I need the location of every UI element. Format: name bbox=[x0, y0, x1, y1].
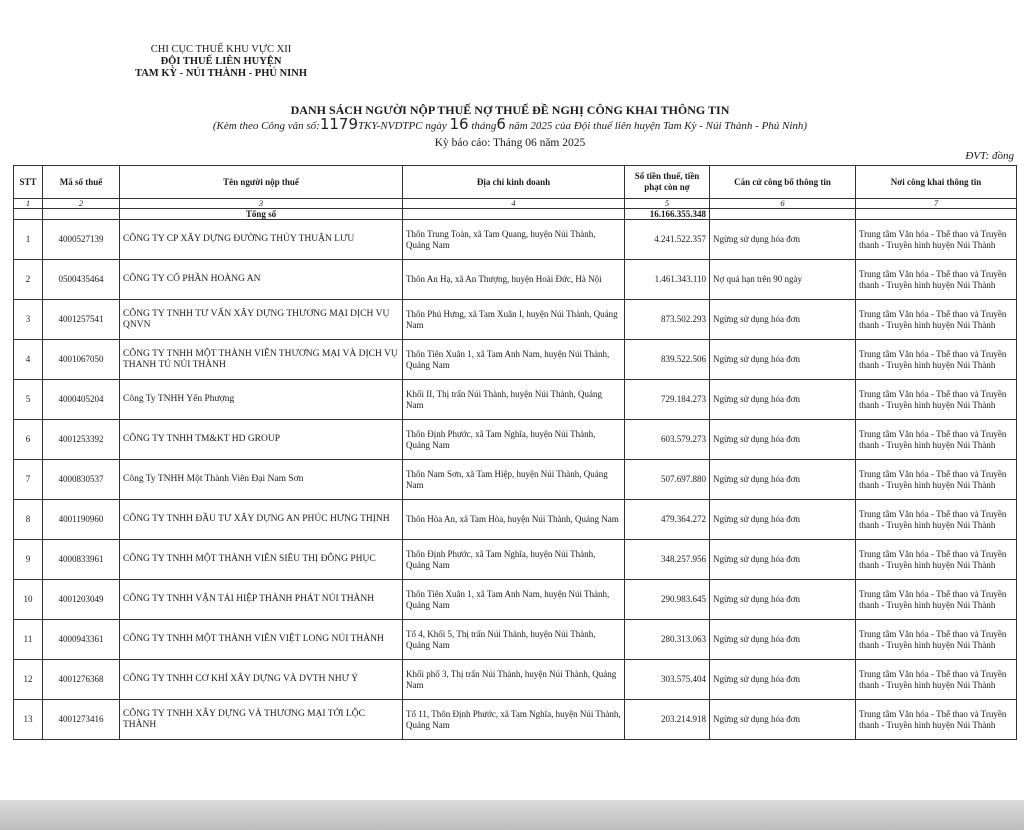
issuing-organization bbox=[118, 44, 324, 80]
table-row bbox=[14, 660, 1017, 700]
index-cell: 1 bbox=[14, 199, 43, 209]
cell-place: Trung tâm Văn hóa - Thể thao và Truyền thanh - Truyền hình huyện Núi Thành bbox=[856, 340, 1017, 380]
cell-basis: Nợ quá hạn trên 90 ngày bbox=[710, 260, 856, 300]
cell-stt: 6 bbox=[14, 420, 43, 460]
cell-name: CÔNG TY TNHH MỘT THÀNH VIÊN VIỆT LONG NÚI THÀNH bbox=[120, 620, 403, 660]
subtitle-mid2: tháng bbox=[471, 120, 497, 132]
report-period: Kỳ báo cáo: Tháng 06 năm 2025 bbox=[434, 137, 586, 149]
cell-amount: 873.502.293 bbox=[625, 300, 710, 340]
total-row bbox=[14, 209, 1017, 220]
cell-name: CÔNG TY TNHH ĐẦU TƯ XÂY DỰNG AN PHÚC HƯNG THỊNH bbox=[120, 500, 403, 540]
cell-stt: 8 bbox=[14, 500, 43, 540]
header-row bbox=[14, 166, 1017, 199]
cell-place: Trung tâm Văn hóa - Thể thao và Truyền thanh - Truyền hình huyện Núi Thành bbox=[856, 300, 1017, 340]
cell-place: Trung tâm Văn hóa - Thể thao và Truyền thanh - Truyền hình huyện Núi Thành bbox=[856, 500, 1017, 540]
handwritten-month: 6 bbox=[496, 115, 506, 133]
cell-name: CÔNG TY TNHH MỘT THÀNH VIÊN THƯƠNG MẠI VÀ DỊCH VỤ THANH TÚ NÚI THÀNH bbox=[120, 340, 403, 380]
cell-address: Khối phố 3, Thị trấn Núi Thành, huyện Núi Thành, Quảng Nam bbox=[403, 660, 625, 700]
subtitle-suffix: năm 2025 của Đội thuế liên huyện Tam Kỳ - Núi Thành - Phú Ninh) bbox=[508, 120, 808, 132]
cell-tax-id: 4001190960 bbox=[43, 500, 120, 540]
document-title: DANH SÁCH NGƯỜI NỘP THUẾ NỢ THUẾ ĐỀ NGHỊ CÔNG KHAI THÔNG TIN bbox=[290, 103, 730, 117]
cell-place: Trung tâm Văn hóa - Thể thao và Truyền thanh - Truyền hình huyện Núi Thành bbox=[856, 460, 1017, 500]
cell-place: Trung tâm Văn hóa - Thể thao và Truyền thanh - Truyền hình huyện Núi Thành bbox=[856, 620, 1017, 660]
header-basis: Căn cứ công bố thông tin bbox=[710, 166, 856, 199]
cell-address: Thôn Tiên Xuân 1, xã Tam Anh Nam, huyện Núi Thành, Quảng Nam bbox=[403, 340, 625, 380]
cell-stt: 1 bbox=[14, 220, 43, 260]
cell-amount: 479.364.272 bbox=[625, 500, 710, 540]
cell-address: Thôn Trung Toàn, xã Tam Quang, huyện Núi Thành, Quảng Nam bbox=[403, 220, 625, 260]
cell-basis: Ngừng sử dụng hóa đơn bbox=[710, 660, 856, 700]
cell-place: Trung tâm Văn hóa - Thể thao và Truyền thanh - Truyền hình huyện Núi Thành bbox=[856, 580, 1017, 620]
cell-tax-id: 4000943361 bbox=[43, 620, 120, 660]
cell-name: CÔNG TY CỔ PHẦN HOÀNG AN bbox=[120, 260, 403, 300]
cell-amount: 839.522.506 bbox=[625, 340, 710, 380]
cell-tax-id: 4001276368 bbox=[43, 660, 120, 700]
table-row bbox=[14, 700, 1017, 740]
cell-amount: 1.461.343.110 bbox=[625, 260, 710, 300]
cell-basis: Ngừng sử dụng hóa đơn bbox=[710, 380, 856, 420]
cell-address: Thôn Tiên Xuân 1, xã Tam Anh Nam, huyện Núi Thành, Quảng Nam bbox=[403, 580, 625, 620]
total-label: Tổng số bbox=[120, 209, 403, 220]
cell-basis: Ngừng sử dụng hóa đơn bbox=[710, 420, 856, 460]
cell-basis: Ngừng sử dụng hóa đơn bbox=[710, 460, 856, 500]
cell-address: Thôn Định Phước, xã Tam Nghĩa, huyện Núi Thành, Quảng Nam bbox=[403, 420, 625, 460]
cell-amount: 203.214.918 bbox=[625, 700, 710, 740]
table-row bbox=[14, 340, 1017, 380]
org-line-2: ĐỘI THUẾ LIÊN HUYỆN bbox=[160, 56, 282, 67]
cell-amount: 4.241.522.357 bbox=[625, 220, 710, 260]
header-place: Nơi công khai thông tin bbox=[856, 166, 1017, 199]
tax-debtor-table bbox=[13, 165, 1017, 740]
index-cell: 3 bbox=[120, 199, 403, 209]
cell-address: Khối II, Thị trấn Núi Thành, huyện Núi Thành, Quảng Nam bbox=[403, 380, 625, 420]
cell-stt: 7 bbox=[14, 460, 43, 500]
cell-basis: Ngừng sử dụng hóa đơn bbox=[710, 580, 856, 620]
cell-tax-id: 4000405204 bbox=[43, 380, 120, 420]
cell-stt: 3 bbox=[14, 300, 43, 340]
scan-edge-shadow bbox=[0, 800, 1024, 830]
cell-stt: 12 bbox=[14, 660, 43, 700]
table-row bbox=[14, 460, 1017, 500]
cell-amount: 290.983.645 bbox=[625, 580, 710, 620]
header-name: Tên người nộp thuế bbox=[120, 166, 403, 199]
total-empty-cell bbox=[43, 209, 120, 220]
index-cell: 7 bbox=[856, 199, 1017, 209]
handwritten-day: 16 bbox=[449, 115, 469, 133]
cell-tax-id: 4000833961 bbox=[43, 540, 120, 580]
cell-amount: 603.579.273 bbox=[625, 420, 710, 460]
cell-tax-id: 4000830537 bbox=[43, 460, 120, 500]
cell-place: Trung tâm Văn hóa - Thể thao và Truyền thanh - Truyền hình huyện Núi Thành bbox=[856, 660, 1017, 700]
subtitle-mid1: TKY-NVDTPC ngày bbox=[358, 120, 447, 132]
cell-stt: 13 bbox=[14, 700, 43, 740]
cell-tax-id: 4001253392 bbox=[43, 420, 120, 460]
cell-place: Trung tâm Văn hóa - Thể thao và Truyền thanh - Truyền hình huyện Núi Thành bbox=[856, 700, 1017, 740]
index-cell: 5 bbox=[625, 199, 710, 209]
table-row bbox=[14, 260, 1017, 300]
currency-unit: ĐVT: đồng bbox=[965, 150, 1014, 162]
cell-name: CÔNG TY TNHH CƠ KHÍ XÂY DỰNG VÀ DVTH NHƯ Ý bbox=[120, 660, 403, 700]
table-row bbox=[14, 220, 1017, 260]
table-row bbox=[14, 540, 1017, 580]
index-cell: 4 bbox=[403, 199, 625, 209]
cell-tax-id: 4000527139 bbox=[43, 220, 120, 260]
table-row bbox=[14, 300, 1017, 340]
header-amount: Số tiền thuế, tiền phạt còn nợ bbox=[625, 166, 710, 199]
cell-stt: 9 bbox=[14, 540, 43, 580]
org-line-3: TAM KỲ - NÚI THÀNH - PHÚ NINH bbox=[135, 68, 307, 79]
cell-address: Tổ 11, Thôn Định Phước, xã Tam Nghĩa, huyện Núi Thành, Quảng Nam bbox=[403, 700, 625, 740]
cell-place: Trung tâm Văn hóa - Thể thao và Truyền thanh - Truyền hình huyện Núi Thành bbox=[856, 420, 1017, 460]
cell-stt: 11 bbox=[14, 620, 43, 660]
cell-name: CÔNG TY TNHH XÂY DỰNG VÀ THƯƠNG MẠI TỚI LỘC THÀNH bbox=[120, 700, 403, 740]
cell-amount: 729.184.273 bbox=[625, 380, 710, 420]
cell-name: CÔNG TY TNHH VẬN TẢI HIỆP THÀNH PHÁT NÚI THÀNH bbox=[120, 580, 403, 620]
cell-tax-id: 0500435464 bbox=[43, 260, 120, 300]
cell-amount: 280.313.063 bbox=[625, 620, 710, 660]
document-title-block bbox=[150, 103, 870, 151]
table-row bbox=[14, 380, 1017, 420]
cell-tax-id: 4001067050 bbox=[43, 340, 120, 380]
total-empty-cell bbox=[14, 209, 43, 220]
table-row bbox=[14, 420, 1017, 460]
cell-place: Trung tâm Văn hóa - Thể thao và Truyền thanh - Truyền hình huyện Núi Thành bbox=[856, 220, 1017, 260]
cell-basis: Ngừng sử dụng hóa đơn bbox=[710, 220, 856, 260]
cell-name: CÔNG TY TNHH TƯ VẤN XÂY DỰNG THƯƠNG MẠI DỊCH VỤ QNVN bbox=[120, 300, 403, 340]
total-empty-cell bbox=[710, 209, 856, 220]
cell-stt: 2 bbox=[14, 260, 43, 300]
header-stt: STT bbox=[14, 166, 43, 199]
cell-amount: 303.575.404 bbox=[625, 660, 710, 700]
cell-basis: Ngừng sử dụng hóa đơn bbox=[710, 340, 856, 380]
cell-address: Tổ 4, Khối 5, Thị trấn Núi Thành, huyện Núi Thành, Quảng Nam bbox=[403, 620, 625, 660]
cell-tax-id: 4001257541 bbox=[43, 300, 120, 340]
total-empty-cell bbox=[403, 209, 625, 220]
cell-stt: 5 bbox=[14, 380, 43, 420]
header-tax-id: Mã số thuế bbox=[43, 166, 120, 199]
cell-address: Thôn Nam Sơn, xã Tam Hiệp, huyện Núi Thành, Quảng Nam bbox=[403, 460, 625, 500]
cell-name: CÔNG TY TNHH MỘT THÀNH VIÊN SIÊU THỊ ĐÔNG PHỤC bbox=[120, 540, 403, 580]
cell-name: CÔNG TY TNHH TM&KT HD GROUP bbox=[120, 420, 403, 460]
subtitle-prefix: (Kèm theo Công văn số: bbox=[212, 120, 320, 132]
cell-name: Công Ty TNHH Một Thành Viên Đại Nam Sơn bbox=[120, 460, 403, 500]
handwritten-doc-number: 1179 bbox=[319, 115, 358, 133]
cell-basis: Ngừng sử dụng hóa đơn bbox=[710, 540, 856, 580]
cell-basis: Ngừng sử dụng hóa đơn bbox=[710, 500, 856, 540]
cell-address: Thôn An Hạ, xã An Thượng, huyện Hoài Đức, Hà Nội bbox=[403, 260, 625, 300]
cell-stt: 4 bbox=[14, 340, 43, 380]
total-amount: 16.166.355.348 bbox=[625, 209, 710, 220]
cell-stt: 10 bbox=[14, 580, 43, 620]
cell-amount: 348.257.956 bbox=[625, 540, 710, 580]
table-row bbox=[14, 580, 1017, 620]
cell-tax-id: 4001203049 bbox=[43, 580, 120, 620]
table-row bbox=[14, 620, 1017, 660]
index-cell: 2 bbox=[43, 199, 120, 209]
cell-place: Trung tâm Văn hóa - Thể thao và Truyền thanh - Truyền hình huyện Núi Thành bbox=[856, 540, 1017, 580]
header-address: Địa chỉ kinh doanh bbox=[403, 166, 625, 199]
cell-basis: Ngừng sử dụng hóa đơn bbox=[710, 620, 856, 660]
total-empty-cell bbox=[856, 209, 1017, 220]
table-row bbox=[14, 500, 1017, 540]
cell-name: Công Ty TNHH Yến Phượng bbox=[120, 380, 403, 420]
cell-amount: 507.697.880 bbox=[625, 460, 710, 500]
cell-tax-id: 4001273416 bbox=[43, 700, 120, 740]
cell-address: Thôn Phú Hưng, xã Tam Xuân I, huyện Núi Thành, Quảng Nam bbox=[403, 300, 625, 340]
document-subtitle bbox=[150, 117, 870, 133]
cell-address: Thôn Định Phước, xã Tam Nghĩa, huyện Núi Thành, Quảng Nam bbox=[403, 540, 625, 580]
index-cell: 6 bbox=[710, 199, 856, 209]
cell-place: Trung tâm Văn hóa - Thể thao và Truyền thanh - Truyền hình huyện Núi Thành bbox=[856, 260, 1017, 300]
column-index-row bbox=[14, 199, 1017, 209]
cell-basis: Ngừng sử dụng hóa đơn bbox=[710, 700, 856, 740]
cell-basis: Ngừng sử dụng hóa đơn bbox=[710, 300, 856, 340]
cell-name: CÔNG TY CP XÂY DỰNG ĐƯỜNG THỦY THUẬN LƯU bbox=[120, 220, 403, 260]
org-line-1: CHI CỤC THUẾ KHU VỰC XII bbox=[150, 44, 292, 55]
cell-place: Trung tâm Văn hóa - Thể thao và Truyền thanh - Truyền hình huyện Núi Thành bbox=[856, 380, 1017, 420]
cell-address: Thôn Hòa An, xã Tam Hòa, huyện Núi Thành, Quảng Nam bbox=[403, 500, 625, 540]
